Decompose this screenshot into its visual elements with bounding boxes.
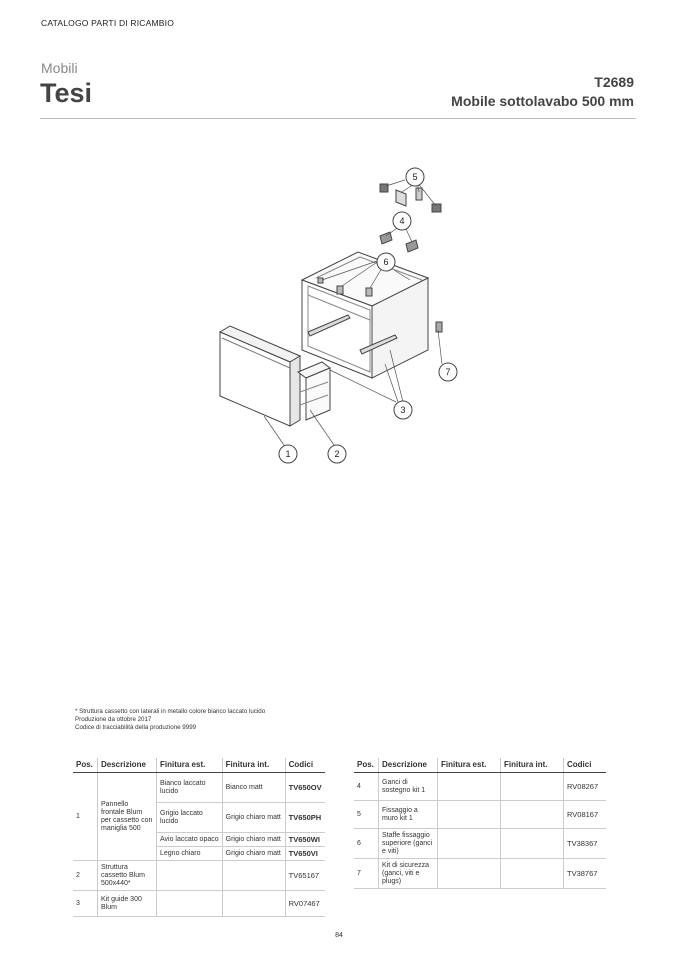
cabinet-body — [302, 252, 428, 378]
row-code: TV650WI — [285, 833, 325, 847]
row-description: Fissaggio a muro kit 1 — [379, 801, 438, 829]
callout-7 — [439, 363, 457, 381]
row-pos: 2 — [73, 861, 98, 891]
drawer-box — [298, 362, 330, 420]
row-finish-ext: Bianco laccato lucido — [157, 773, 223, 803]
row-description: Kit guide 300 Blum — [98, 891, 157, 917]
note-line: Codice di tracciabilità della produzione 9999 — [75, 724, 197, 731]
exploded-drawing — [210, 160, 470, 470]
category-label: Mobili — [41, 60, 78, 76]
row-code: TV650OV — [285, 773, 325, 803]
support-hooks — [380, 232, 418, 252]
table-header-row — [73, 758, 325, 773]
product-name: Mobile sottolavabo 500 mm — [451, 93, 634, 109]
row-code: RV08167 — [564, 801, 607, 829]
catalog-label: CATALOGO PARTI DI RICAMBIO — [41, 18, 175, 28]
col-finish-ext: Finitura est. — [438, 758, 501, 773]
col-finish-int: Finitura int. — [501, 758, 564, 773]
row-finish-ext — [438, 829, 501, 859]
product-code: T2689 — [594, 74, 634, 90]
row-code: TV650VI — [285, 847, 325, 861]
callout-1 — [279, 445, 297, 463]
svg-text:7: 7 — [445, 367, 451, 377]
page-number: 84 — [335, 932, 343, 939]
row-finish-int — [501, 859, 564, 889]
production-notes — [75, 708, 265, 732]
callout-6 — [377, 253, 395, 271]
row-finish-ext: Legno chiaro — [157, 847, 223, 861]
col-finish-ext: Finitura est. — [157, 758, 223, 773]
col-pos: Pos. — [73, 758, 98, 773]
row-description: Ganci di sostegno kit 1 — [379, 773, 438, 801]
row-finish-ext — [438, 859, 501, 889]
drawer-front-panel — [220, 326, 300, 426]
table-row — [354, 801, 606, 829]
row-code: TV38767 — [564, 859, 607, 889]
svg-text:2: 2 — [334, 449, 340, 459]
svg-text:5: 5 — [412, 172, 418, 182]
col-finish-int: Finitura int. — [222, 758, 285, 773]
row-pos: 4 — [354, 773, 379, 801]
row-finish-ext: Grigio laccato lucido — [157, 803, 223, 833]
table-row — [73, 773, 325, 803]
row-finish-ext — [157, 891, 223, 917]
table-row — [354, 859, 606, 889]
callout-3 — [394, 401, 412, 419]
series-title: Tesi — [40, 78, 93, 108]
svg-text:6: 6 — [383, 257, 389, 267]
row-code: RV07467 — [285, 891, 325, 917]
table-row — [73, 861, 325, 891]
row-finish-int — [501, 773, 564, 801]
row-finish-int — [222, 861, 285, 891]
col-codes: Codici — [285, 758, 325, 773]
svg-text:1: 1 — [285, 449, 291, 459]
header-divider — [40, 118, 636, 119]
row-pos: 3 — [73, 891, 98, 917]
note-line: * Struttura cassetto con laterali in metallo colore bianco laccato lucido — [75, 708, 266, 715]
col-pos: Pos. — [354, 758, 379, 773]
col-codes: Codici — [564, 758, 607, 773]
row-pos: 6 — [354, 829, 379, 859]
parts-table-right — [354, 758, 606, 889]
callout-5 — [406, 168, 424, 186]
row-pos: 1 — [73, 773, 98, 861]
row-code: TV38367 — [564, 829, 607, 859]
table-row — [354, 829, 606, 859]
row-code: TV650PH — [285, 803, 325, 833]
note-line: Produzione da ottobre 2017 — [75, 716, 152, 723]
row-finish-ext: Avio laccato opaco — [157, 833, 223, 847]
table-header-row — [354, 758, 606, 773]
table-row — [73, 891, 325, 917]
svg-text:3: 3 — [400, 405, 406, 415]
col-description: Descrizione — [98, 758, 157, 773]
col-description: Descrizione — [379, 758, 438, 773]
row-finish-int — [222, 891, 285, 917]
parts-table-left — [73, 758, 325, 917]
row-code: TV65167 — [285, 861, 325, 891]
row-finish-ext — [157, 861, 223, 891]
callout-4 — [393, 212, 411, 230]
row-finish-int — [501, 801, 564, 829]
row-description: Pannello frontale Blum per cassetto con maniglia 500 — [98, 773, 157, 861]
row-finish-int: Bianco matt — [222, 773, 285, 803]
row-finish-int: Grigio chiaro matt — [222, 833, 285, 847]
row-finish-int — [501, 829, 564, 859]
row-pos: 7 — [354, 859, 379, 889]
row-code: RV08267 — [564, 773, 607, 801]
row-finish-int: Grigio chiaro matt — [222, 847, 285, 861]
callout-2 — [328, 445, 346, 463]
wall-fixings — [380, 184, 441, 212]
svg-text:4: 4 — [399, 216, 405, 226]
table-row — [354, 773, 606, 801]
row-pos: 5 — [354, 801, 379, 829]
row-description: Struttura cassetto Blum 500x440* — [98, 861, 157, 891]
row-finish-ext — [438, 801, 501, 829]
row-finish-ext — [438, 773, 501, 801]
row-description: Staffe fissaggio superiore (ganci e viti) — [379, 829, 438, 859]
row-description: Kit di sicurezza (ganci, viti e plugs) — [379, 859, 438, 889]
row-finish-int: Grigio chiaro matt — [222, 803, 285, 833]
safety-kit — [436, 322, 442, 332]
